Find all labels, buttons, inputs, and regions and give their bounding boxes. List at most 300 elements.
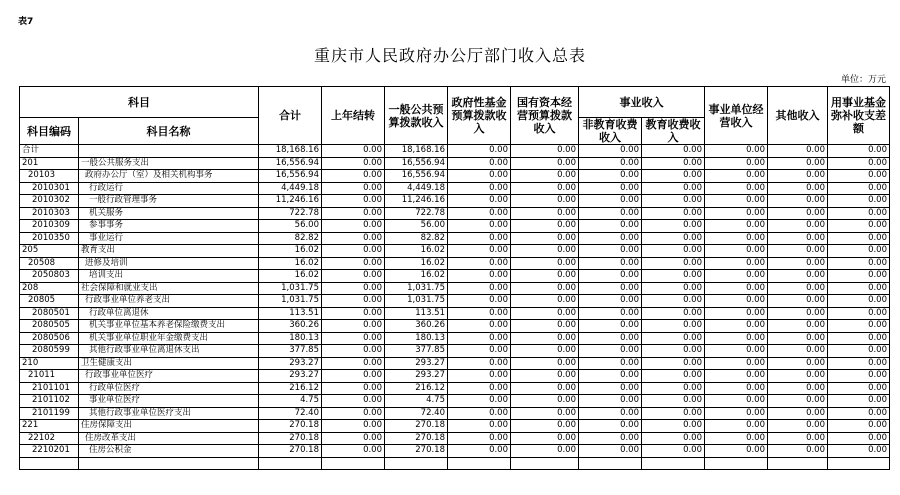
amount-cell: 0.00: [642, 182, 705, 195]
header-non-edu-fee: 非教育收费收入: [579, 118, 642, 145]
table-row: [20, 207, 890, 220]
amount-cell: 0.00: [642, 295, 705, 308]
amount-cell: 56.00: [385, 220, 448, 233]
amount-cell: 0.00: [511, 407, 579, 420]
subject-name-cell: 其他行政事业单位医疗支出: [79, 407, 259, 420]
amount-cell: 0.00: [322, 170, 385, 183]
amount-cell: 0.00: [768, 245, 828, 258]
table-row: [20, 320, 890, 333]
amount-cell: 0.00: [579, 370, 642, 383]
amount-cell: 0.00: [828, 282, 890, 295]
amount-cell: 113.51: [385, 307, 448, 320]
subject-code-cell: 2080501: [20, 307, 79, 320]
amount-cell: 1,031.75: [385, 295, 448, 308]
amount-cell: 0.00: [828, 382, 890, 395]
table-row: [20, 282, 890, 295]
amount-cell: 0.00: [768, 145, 828, 158]
subject-code-cell: 221: [20, 420, 79, 433]
amount-cell: [259, 457, 322, 470]
subject-name-cell: 行政运行: [79, 182, 259, 195]
table-row: [20, 357, 890, 370]
amount-cell: 0.00: [828, 370, 890, 383]
amount-cell: 16.02: [385, 257, 448, 270]
header-fund-gap: 用事业基金弥补收支差额: [828, 87, 890, 145]
amount-cell: 1,031.75: [259, 295, 322, 308]
amount-cell: 360.26: [259, 320, 322, 333]
amount-cell: 0.00: [828, 170, 890, 183]
header-subject-code: 科目编码: [20, 118, 79, 145]
subject-code-cell: 20805: [20, 295, 79, 308]
amount-cell: 0.00: [828, 270, 890, 283]
amount-cell: 0.00: [579, 395, 642, 408]
amount-cell: 270.18: [385, 445, 448, 458]
amount-cell: 0.00: [705, 357, 768, 370]
subject-code-cell: 22102: [20, 432, 79, 445]
amount-cell: 0.00: [828, 207, 890, 220]
amount-cell: 0.00: [828, 220, 890, 233]
subject-code-cell: 2010303: [20, 207, 79, 220]
amount-cell: [579, 457, 642, 470]
subject-name-cell: [79, 457, 259, 470]
amount-cell: 0.00: [828, 407, 890, 420]
amount-cell: 0.00: [322, 245, 385, 258]
amount-cell: 0.00: [322, 395, 385, 408]
amount-cell: 722.78: [385, 207, 448, 220]
amount-cell: 0.00: [642, 232, 705, 245]
header-gov-fund: 政府性基金预算拨款收入: [448, 87, 511, 145]
table-row: [20, 407, 890, 420]
amount-cell: 0.00: [511, 157, 579, 170]
amount-cell: 11,246.16: [259, 195, 322, 208]
amount-cell: 0.00: [448, 307, 511, 320]
amount-cell: 0.00: [705, 207, 768, 220]
amount-cell: 113.51: [259, 307, 322, 320]
amount-cell: 0.00: [322, 320, 385, 333]
amount-cell: 4,449.18: [259, 182, 322, 195]
amount-cell: 0.00: [448, 157, 511, 170]
subject-name-cell: [79, 145, 259, 158]
amount-cell: 0.00: [579, 245, 642, 258]
amount-cell: 0.00: [828, 420, 890, 433]
amount-cell: 0.00: [511, 432, 579, 445]
subject-code-cell: 2210201: [20, 445, 79, 458]
amount-cell: 0.00: [448, 432, 511, 445]
amount-cell: 0.00: [768, 270, 828, 283]
amount-cell: 0.00: [642, 320, 705, 333]
header-general-budget: 一般公共预算拨款收入: [385, 87, 448, 145]
amount-cell: 0.00: [705, 245, 768, 258]
amount-cell: 0.00: [448, 270, 511, 283]
amount-cell: 18,168.16: [385, 145, 448, 158]
amount-cell: 0.00: [642, 432, 705, 445]
subject-code-cell: 2101102: [20, 395, 79, 408]
amount-cell: 270.18: [385, 432, 448, 445]
amount-cell: 0.00: [579, 257, 642, 270]
amount-cell: [385, 457, 448, 470]
amount-cell: 0.00: [642, 282, 705, 295]
table-row: [20, 432, 890, 445]
amount-cell: 0.00: [579, 145, 642, 158]
amount-cell: 0.00: [828, 232, 890, 245]
amount-cell: 0.00: [322, 220, 385, 233]
amount-cell: 0.00: [448, 370, 511, 383]
amount-cell: 0.00: [579, 282, 642, 295]
amount-cell: 0.00: [448, 245, 511, 258]
amount-cell: 0.00: [322, 145, 385, 158]
amount-cell: 0.00: [511, 370, 579, 383]
header-carryover: 上年结转: [322, 87, 385, 145]
amount-cell: 0.00: [642, 407, 705, 420]
table-row: [20, 395, 890, 408]
amount-cell: 0.00: [448, 257, 511, 270]
amount-cell: [642, 457, 705, 470]
header-subject: 科目: [20, 87, 259, 118]
amount-cell: 0.00: [705, 282, 768, 295]
amount-cell: 377.85: [259, 345, 322, 358]
amount-cell: 0.00: [768, 445, 828, 458]
subject-name-cell: 住房保障支出: [79, 420, 259, 433]
amount-cell: 0.00: [642, 395, 705, 408]
amount-cell: 0.00: [322, 270, 385, 283]
amount-cell: 0.00: [828, 145, 890, 158]
amount-cell: [511, 457, 579, 470]
amount-cell: 16,556.94: [259, 170, 322, 183]
page-title: 重庆市人民政府办公厅部门收入总表: [313, 46, 586, 65]
table-row: [20, 232, 890, 245]
subject-name-cell: 行政单位医疗: [79, 382, 259, 395]
amount-cell: 0.00: [768, 420, 828, 433]
subject-code-cell: 2080505: [20, 320, 79, 333]
header-state-capital: 国有资本经营预算拨款收入: [511, 87, 579, 145]
subject-code-cell: 2050803: [20, 270, 79, 283]
amount-cell: 0.00: [579, 432, 642, 445]
amount-cell: 0.00: [642, 370, 705, 383]
subject-code-cell: 2080599: [20, 345, 79, 358]
amount-cell: 16.02: [385, 270, 448, 283]
amount-cell: [828, 457, 890, 470]
amount-cell: 0.00: [705, 382, 768, 395]
amount-cell: 0.00: [768, 207, 828, 220]
amount-cell: 0.00: [448, 207, 511, 220]
subject-name-cell: 机关服务: [79, 207, 259, 220]
amount-cell: 0.00: [705, 307, 768, 320]
subject-name-cell: 事业单位医疗: [79, 395, 259, 408]
table-row: [20, 457, 890, 470]
amount-cell: 0.00: [322, 357, 385, 370]
subject-name-cell: 参事事务: [79, 220, 259, 233]
amount-cell: 0.00: [642, 157, 705, 170]
subject-code-cell: 2010302: [20, 195, 79, 208]
amount-cell: 0.00: [768, 407, 828, 420]
amount-cell: 0.00: [511, 270, 579, 283]
amount-cell: 293.27: [385, 370, 448, 383]
amount-cell: 0.00: [579, 382, 642, 395]
amount-cell: 0.00: [579, 357, 642, 370]
subject-name-cell: 一般公共服务支出: [79, 157, 259, 170]
table-header: [20, 87, 890, 145]
amount-cell: 0.00: [322, 207, 385, 220]
amount-cell: 0.00: [448, 332, 511, 345]
amount-cell: 16.02: [385, 245, 448, 258]
amount-cell: 0.00: [511, 182, 579, 195]
table-row: [20, 157, 890, 170]
amount-cell: 0.00: [705, 182, 768, 195]
amount-cell: 0.00: [322, 407, 385, 420]
amount-cell: 0.00: [511, 145, 579, 158]
amount-cell: 0.00: [768, 345, 828, 358]
amount-cell: 0.00: [448, 282, 511, 295]
amount-cell: 16,556.94: [385, 170, 448, 183]
amount-cell: 0.00: [828, 320, 890, 333]
amount-cell: 0.00: [768, 182, 828, 195]
amount-cell: 0.00: [768, 382, 828, 395]
amount-cell: 0.00: [705, 445, 768, 458]
amount-cell: 82.82: [385, 232, 448, 245]
amount-cell: 0.00: [768, 170, 828, 183]
amount-cell: 0.00: [322, 232, 385, 245]
amount-cell: 0.00: [322, 382, 385, 395]
amount-cell: 0.00: [448, 195, 511, 208]
amount-cell: 0.00: [322, 420, 385, 433]
amount-cell: 0.00: [322, 307, 385, 320]
amount-cell: 11,246.16: [385, 195, 448, 208]
amount-cell: 0.00: [705, 407, 768, 420]
header-edu-fee: 教育收费收入: [642, 118, 705, 145]
amount-cell: 0.00: [322, 370, 385, 383]
amount-cell: 0.00: [448, 407, 511, 420]
amount-cell: 270.18: [385, 420, 448, 433]
amount-cell: 0.00: [511, 382, 579, 395]
amount-cell: 0.00: [579, 420, 642, 433]
amount-cell: 0.00: [828, 245, 890, 258]
amount-cell: 0.00: [511, 307, 579, 320]
amount-cell: 0.00: [828, 445, 890, 458]
amount-cell: 0.00: [511, 220, 579, 233]
subject-name-cell: 一般行政管理事务: [79, 195, 259, 208]
amount-cell: 0.00: [579, 195, 642, 208]
subject-code-cell: [20, 457, 79, 470]
amount-cell: 293.27: [385, 357, 448, 370]
amount-cell: 0.00: [768, 332, 828, 345]
amount-cell: 0.00: [705, 145, 768, 158]
amount-cell: 16,556.94: [385, 157, 448, 170]
subject-name-cell: 进修及培训: [79, 257, 259, 270]
subject-name-cell: 行政事业单位医疗: [79, 370, 259, 383]
subject-code-cell: 205: [20, 245, 79, 258]
amount-cell: 270.18: [259, 445, 322, 458]
amount-cell: 0.00: [828, 257, 890, 270]
amount-cell: 0.00: [511, 345, 579, 358]
amount-cell: 16.02: [259, 257, 322, 270]
subject-name-cell: 政府办公厅（室）及相关机构事务: [79, 170, 259, 183]
subject-code-cell: 201: [20, 157, 79, 170]
amount-cell: 16.02: [259, 245, 322, 258]
amount-cell: 0.00: [828, 307, 890, 320]
amount-cell: 16.02: [259, 270, 322, 283]
amount-cell: 0.00: [322, 295, 385, 308]
header-total: 合计: [259, 87, 322, 145]
subject-code-cell: 2101199: [20, 407, 79, 420]
table-row: [20, 382, 890, 395]
amount-cell: 0.00: [768, 357, 828, 370]
amount-cell: 0.00: [705, 345, 768, 358]
subject-name-cell: 社会保障和就业支出: [79, 282, 259, 295]
amount-cell: 0.00: [448, 445, 511, 458]
amount-cell: 0.00: [322, 345, 385, 358]
amount-cell: 0.00: [579, 182, 642, 195]
amount-cell: 0.00: [322, 432, 385, 445]
subject-code-cell: 2101101: [20, 382, 79, 395]
table-row: [20, 257, 890, 270]
amount-cell: 0.00: [642, 245, 705, 258]
subject-name-cell: 教育支出: [79, 245, 259, 258]
income-summary-table: [19, 86, 890, 470]
header-unit-operation: 事业单位经营收入: [705, 87, 768, 145]
amount-cell: 0.00: [705, 295, 768, 308]
table-body: [20, 145, 890, 470]
subject-code-cell: 2010350: [20, 232, 79, 245]
amount-cell: 0.00: [642, 420, 705, 433]
amount-cell: 0.00: [828, 195, 890, 208]
amount-cell: 0.00: [768, 232, 828, 245]
amount-cell: 0.00: [642, 307, 705, 320]
subject-name-cell: 住房公积金: [79, 445, 259, 458]
amount-cell: 0.00: [768, 282, 828, 295]
amount-cell: 0.00: [448, 220, 511, 233]
table-row: [20, 345, 890, 358]
amount-cell: 360.26: [385, 320, 448, 333]
amount-cell: 0.00: [448, 182, 511, 195]
amount-cell: 0.00: [768, 320, 828, 333]
amount-cell: 18,168.16: [259, 145, 322, 158]
amount-cell: 0.00: [579, 157, 642, 170]
amount-cell: 0.00: [511, 257, 579, 270]
amount-cell: 0.00: [768, 257, 828, 270]
amount-cell: 4.75: [385, 395, 448, 408]
subject-name-cell: 机关事业单位基本养老保险缴费支出: [79, 320, 259, 333]
amount-cell: 0.00: [579, 270, 642, 283]
amount-cell: 0.00: [579, 320, 642, 333]
amount-cell: 0.00: [828, 295, 890, 308]
amount-cell: 0.00: [642, 382, 705, 395]
amount-cell: 0.00: [828, 157, 890, 170]
amount-cell: 0.00: [828, 357, 890, 370]
table-row: [20, 420, 890, 433]
amount-cell: 293.27: [259, 357, 322, 370]
amount-cell: 0.00: [579, 232, 642, 245]
amount-cell: 270.18: [259, 432, 322, 445]
amount-cell: [768, 457, 828, 470]
amount-cell: 0.00: [705, 232, 768, 245]
amount-cell: 0.00: [511, 395, 579, 408]
subject-code-cell: 21011: [20, 370, 79, 383]
table-row: [20, 370, 890, 383]
table-row: [20, 445, 890, 458]
subject-code-cell: 20508: [20, 257, 79, 270]
amount-cell: 216.12: [259, 382, 322, 395]
amount-cell: 0.00: [768, 307, 828, 320]
amount-cell: 0.00: [642, 445, 705, 458]
amount-cell: 0.00: [642, 257, 705, 270]
amount-cell: 0.00: [642, 345, 705, 358]
subject-code-cell: 合计: [20, 145, 79, 158]
table-row: [20, 295, 890, 308]
table-row: [20, 170, 890, 183]
amount-cell: 0.00: [322, 332, 385, 345]
amount-cell: 0.00: [768, 432, 828, 445]
amount-cell: 0.00: [322, 282, 385, 295]
amount-cell: 0.00: [511, 332, 579, 345]
amount-cell: 56.00: [259, 220, 322, 233]
amount-cell: 0.00: [511, 357, 579, 370]
subject-name-cell: 事业运行: [79, 232, 259, 245]
amount-cell: 0.00: [642, 170, 705, 183]
amount-cell: 0.00: [768, 157, 828, 170]
amount-cell: 0.00: [705, 320, 768, 333]
amount-cell: 0.00: [579, 345, 642, 358]
amount-cell: 0.00: [705, 270, 768, 283]
amount-cell: 0.00: [642, 145, 705, 158]
subject-code-cell: 2010301: [20, 182, 79, 195]
amount-cell: 216.12: [385, 382, 448, 395]
amount-cell: [448, 457, 511, 470]
amount-cell: 0.00: [642, 220, 705, 233]
table-row: [20, 220, 890, 233]
amount-cell: 0.00: [448, 170, 511, 183]
subject-code-cell: 2010309: [20, 220, 79, 233]
amount-cell: 0.00: [448, 345, 511, 358]
amount-cell: 0.00: [705, 395, 768, 408]
table-row: [20, 182, 890, 195]
amount-cell: 0.00: [705, 170, 768, 183]
amount-cell: 72.40: [385, 407, 448, 420]
amount-cell: 0.00: [642, 195, 705, 208]
table-row: [20, 270, 890, 283]
table-row: [20, 307, 890, 320]
amount-cell: 0.00: [511, 320, 579, 333]
amount-cell: 0.00: [579, 445, 642, 458]
amount-cell: [705, 457, 768, 470]
amount-cell: 0.00: [642, 357, 705, 370]
amount-cell: 0.00: [322, 195, 385, 208]
table-number-label: 表7: [18, 17, 34, 27]
amount-cell: 0.00: [705, 332, 768, 345]
header-other-income: 其他收入: [768, 87, 828, 145]
amount-cell: 0.00: [828, 395, 890, 408]
amount-cell: 0.00: [768, 395, 828, 408]
amount-cell: 1,031.75: [259, 282, 322, 295]
amount-cell: 0.00: [768, 220, 828, 233]
unit-label: 单位：万元: [840, 75, 886, 85]
amount-cell: 0.00: [448, 320, 511, 333]
amount-cell: 16,556.94: [259, 157, 322, 170]
subject-name-cell: 住房改革支出: [79, 432, 259, 445]
amount-cell: 270.18: [259, 420, 322, 433]
table-row: [20, 195, 890, 208]
amount-cell: 0.00: [579, 207, 642, 220]
subject-name-cell: 卫生健康支出: [79, 357, 259, 370]
amount-cell: 0.00: [705, 370, 768, 383]
subject-name-cell: 行政事业单位养老支出: [79, 295, 259, 308]
amount-cell: 82.82: [259, 232, 322, 245]
header-business-income: 事业收入: [579, 87, 705, 118]
amount-cell: 293.27: [259, 370, 322, 383]
amount-cell: 0.00: [828, 332, 890, 345]
amount-cell: [322, 457, 385, 470]
amount-cell: 0.00: [705, 195, 768, 208]
amount-cell: 0.00: [511, 207, 579, 220]
amount-cell: 0.00: [511, 232, 579, 245]
